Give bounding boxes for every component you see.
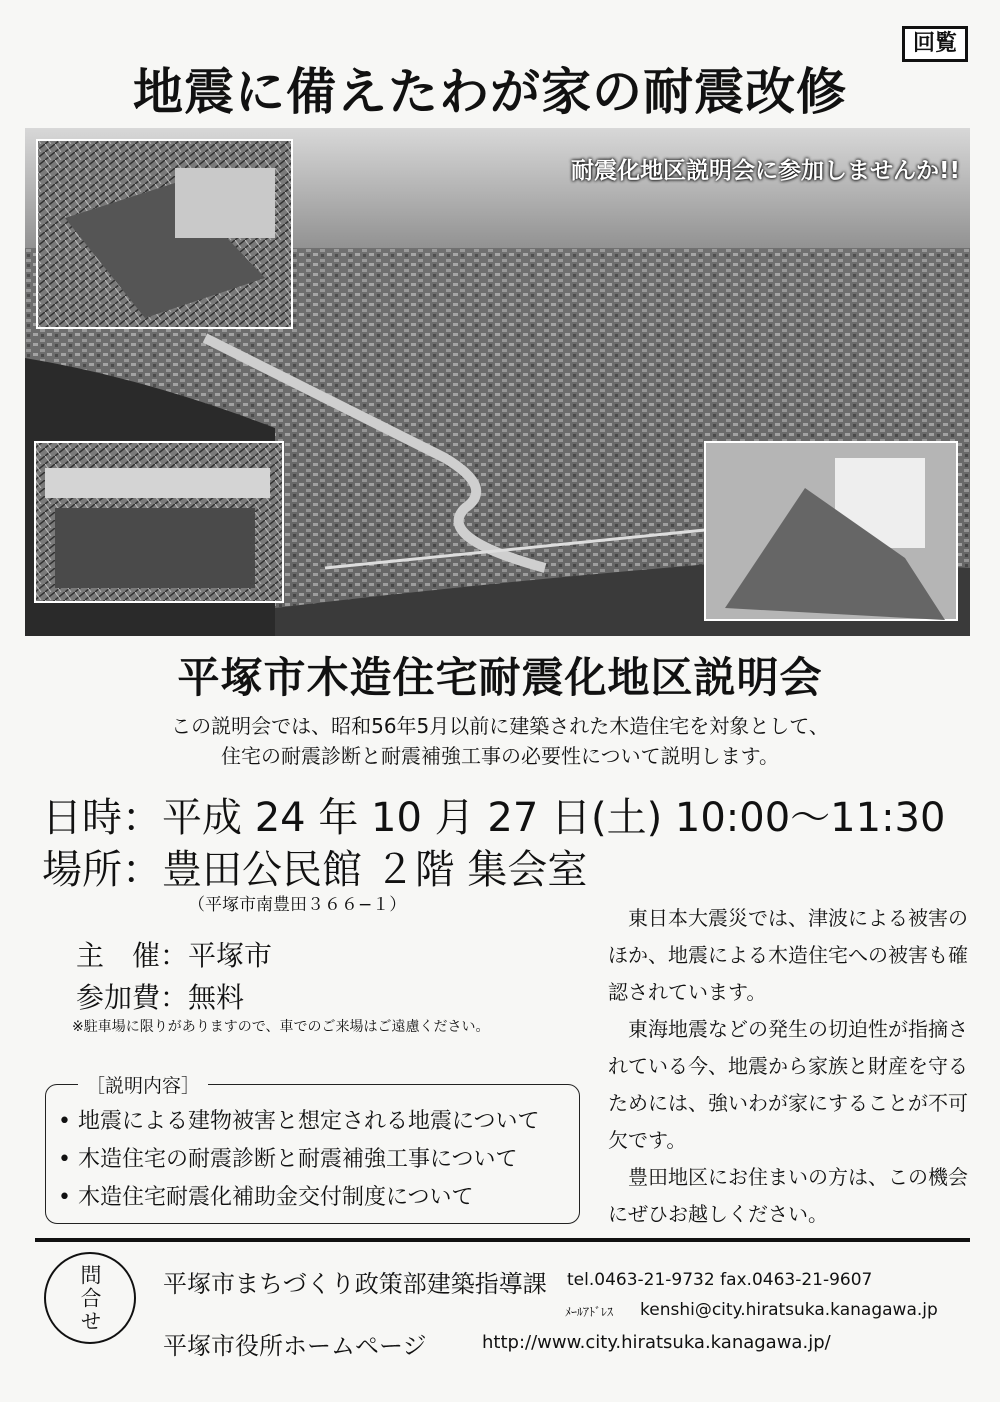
earthquake-photo-collage xyxy=(25,128,970,636)
side-paragraph: 東海地震などの発生の切迫性が指摘されている今、地震から家族と財産を守るためには、強いわが家にすることが不可欠です。 xyxy=(608,1017,968,1152)
collapsed-storefront-photo xyxy=(35,442,283,602)
participation-fee: 参加費：無料 xyxy=(76,981,245,1014)
side-paragraph: 東日本大震災では、津波による被害のほか、地震による木造住宅への被害も確認されています。 xyxy=(608,906,968,1004)
content-list xyxy=(58,1103,540,1217)
circulation-badge: 回覧 xyxy=(902,26,968,62)
subtitle: 耐震化地区説明会に参加しませんか!! xyxy=(571,158,960,184)
side-paragraph: 豊田地区にお住まいの方は、この機会にぜひお越しください。 xyxy=(608,1165,968,1226)
contact-department: 平塚市まちづくり政策部建築指導課 xyxy=(163,1270,547,1298)
event-address: （平塚市南豊田３６６−１） xyxy=(188,895,407,915)
event-title: 平塚市木造住宅耐震化地区説明会 xyxy=(177,653,823,702)
parking-note: ※駐車場に限りがありますので、車でのご来場はご遠慮ください。 xyxy=(72,1019,490,1035)
contact-tel-fax: tel.0463-21-9732 fax.0463-21-9607 xyxy=(567,1270,873,1290)
organizer: 主 催：平塚市 xyxy=(76,939,273,972)
email-label: ﾒｰﾙｱﾄﾞﾚｽ xyxy=(565,1305,614,1319)
list-item: • 地震による建物被害と想定される地震について xyxy=(58,1103,540,1141)
side-explanation xyxy=(608,900,968,1233)
contact-badge-label: 問合せ xyxy=(78,1263,102,1333)
event-datetime: 日時：平成 24 年 10 月 27 日(土) 10:00〜11:30 xyxy=(42,795,946,841)
damaged-building-photo xyxy=(705,442,957,620)
description-line-2: 住宅の耐震診断と耐震補強工事の必要性について説明します。 xyxy=(221,744,779,768)
contact-email[interactable]: kenshi@city.hiratsuka.kanagawa.jp xyxy=(640,1300,938,1320)
homepage-link[interactable]: http://www.city.hiratsuka.kanagawa.jp/ xyxy=(482,1332,831,1353)
divider xyxy=(35,1238,970,1242)
main-title: 地震に備えたわが家の耐震改修 xyxy=(133,63,847,121)
list-item: • 木造住宅耐震化補助金交付制度について xyxy=(58,1179,540,1217)
list-item: • 木造住宅の耐震診断と耐震補強工事について xyxy=(58,1141,540,1179)
collapsed-house-photo xyxy=(37,140,292,328)
contact-badge xyxy=(44,1252,136,1344)
content-box-label: ［説明内容］ xyxy=(78,1071,208,1098)
description-line-1: この説明会では、昭和56年5月以前に建築された木造住宅を対象として、 xyxy=(171,714,829,738)
homepage-label: 平塚市役所ホームページ xyxy=(163,1332,427,1360)
event-place: 場所：豊田公民館 ２階 集会室 xyxy=(42,847,588,893)
